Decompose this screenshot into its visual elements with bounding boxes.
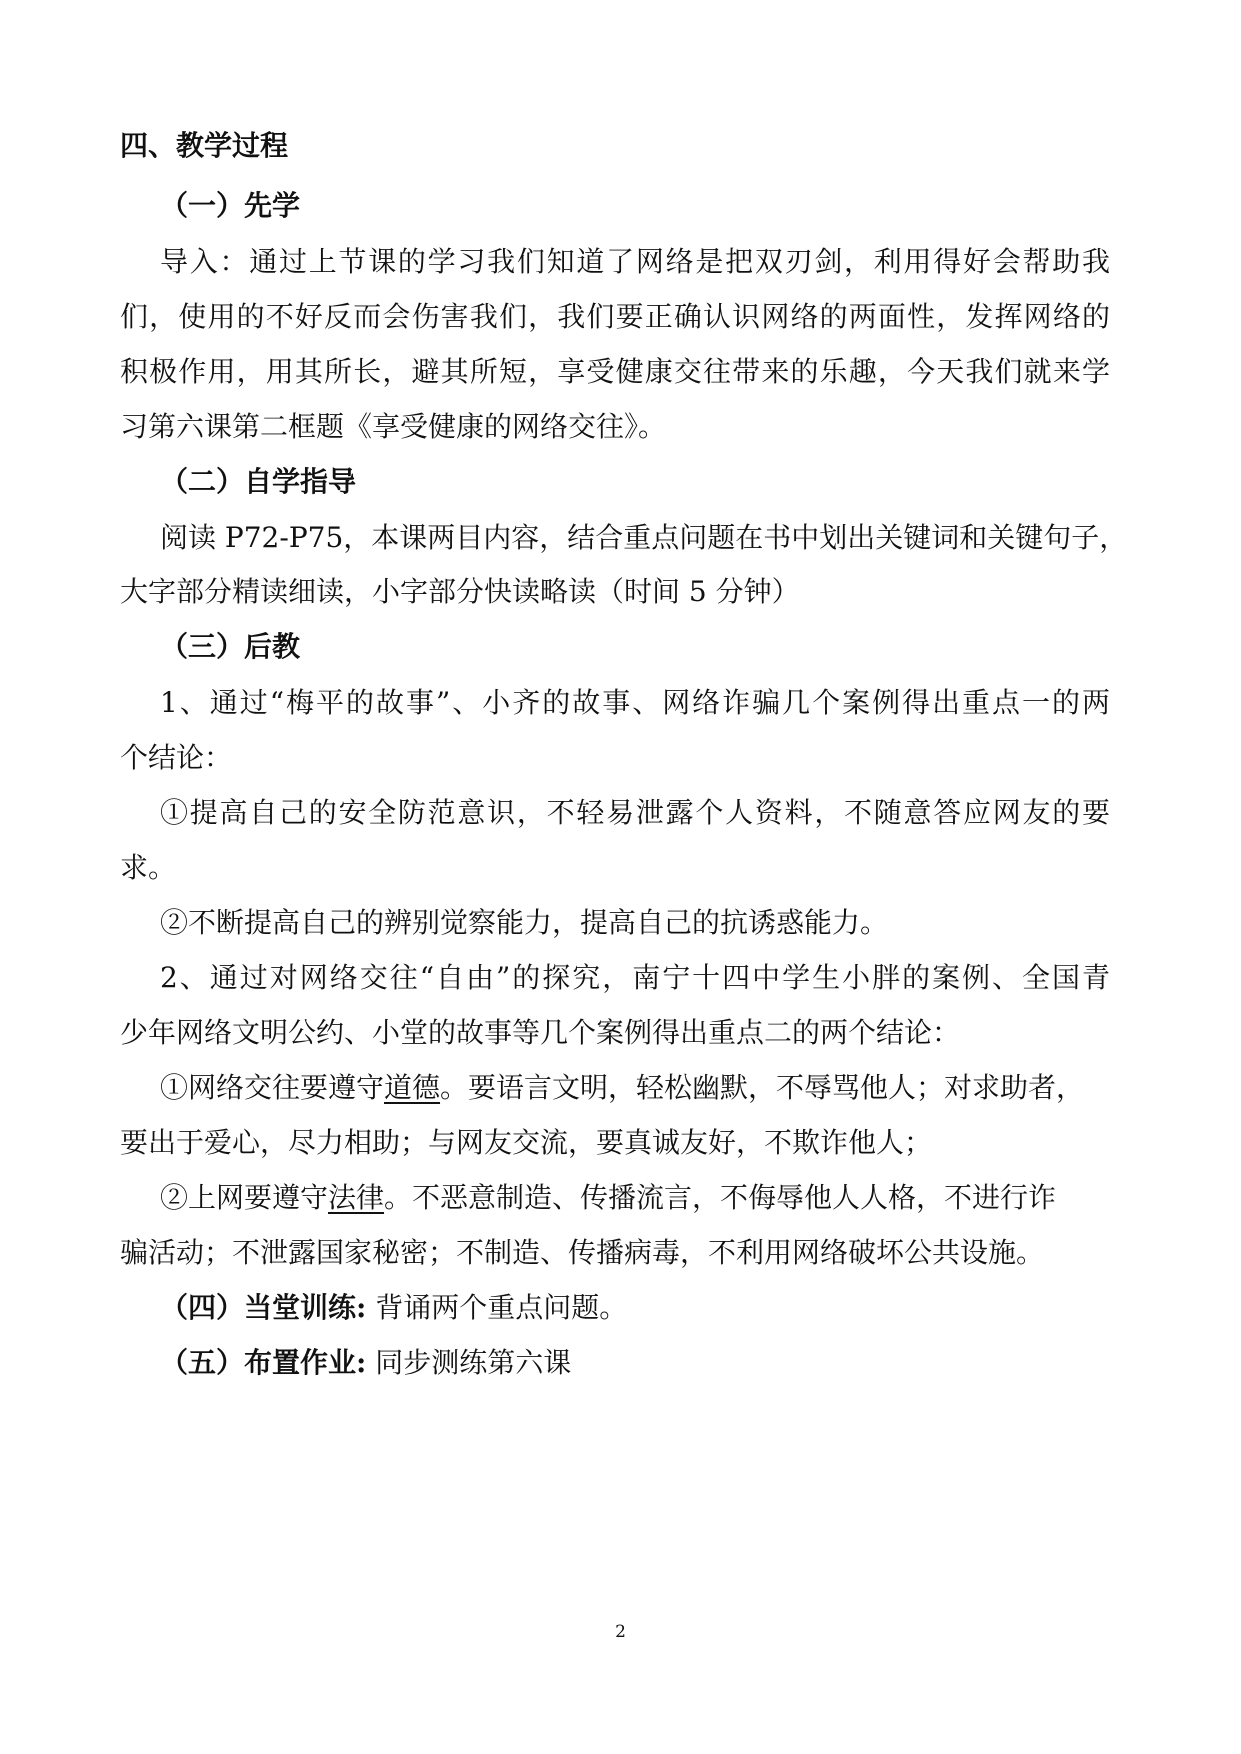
section-4-label: （四）当堂训练: [160, 1291, 367, 1324]
subsection-title-1: （一）先学 [160, 189, 301, 222]
subsection-title-2: （二）自学指导 [160, 465, 357, 498]
point2a-text-end: 。要语言文明，轻松幽默，不辱骂他人；对求助者， [440, 1071, 1085, 1104]
point1-line-2: 个结论： [120, 741, 233, 774]
point1b-line: ②不断提高自己的辨别觉察能力，提高自己的抗诱惑能力。 [160, 906, 889, 939]
guide-line-1: 阅读 P72-P75，本课两目内容，结合重点问题在书中划出关键词和关键句子， [160, 521, 1128, 554]
section-5-line [160, 1343, 1160, 1383]
point2b-line-2: 骗活动；不泄露国家秘密；不制造、传播病毒，不利用网络破坏公共设施。 [120, 1236, 1045, 1269]
intro-line-1: 导入：通过上节课的学习我们知道了网络是把双刃剑，利用得好会帮助我 [160, 245, 1110, 278]
page-number: 2 [615, 1622, 626, 1642]
section-5-text: 同步测练第六课 [366, 1346, 572, 1379]
section-heading: 四、教学过程 [120, 129, 289, 162]
point2-line-2: 少年网络文明公约、小堂的故事等几个案例得出重点二的两个结论： [120, 1016, 961, 1049]
point2b-line-1 [160, 1178, 1110, 1218]
point2a-line-1 [160, 1068, 1110, 1108]
intro-line-4: 习第六课第二框题《享受健康的网络交往》。 [120, 410, 667, 443]
point2b-text-end: 。不恶意制造、传播流言，不侮辱他人人格，不进行诈 [384, 1181, 1057, 1214]
section-5-label: （五）布置作业: [160, 1346, 367, 1379]
intro-line-3: 积极作用，用其所长，避其所短，享受健康交往带来的乐趣，今天我们就来学 [120, 355, 1110, 388]
guide-line-2: 大字部分精读细读，小字部分快读略读（时间 5 分钟） [120, 575, 800, 608]
point2a-text-start: ①网络交往要遵守 [160, 1071, 385, 1104]
point1a-line-2: 求。 [120, 851, 177, 884]
underlined-term-morality: 道德 [384, 1071, 441, 1104]
point2a-line-2: 要出于爱心，尽力相助；与网友交流，要真诚友好，不欺诈他人； [120, 1126, 933, 1159]
section-4-text: 背诵两个重点问题。 [366, 1291, 628, 1324]
section-4-line [160, 1288, 1160, 1328]
point2-line-1: 2、通过对网络交往“自由”的探究，南宁十四中学生小胖的案例、全国青 [160, 961, 1110, 994]
underlined-term-law: 法律 [328, 1181, 385, 1214]
point1a-line-1: ①提高自己的安全防范意识，不轻易泄露个人资料，不随意答应网友的要 [160, 796, 1110, 829]
intro-line-2: 们，使用的不好反而会伤害我们，我们要正确认识网络的两面性，发挥网络的 [120, 300, 1110, 333]
point2b-text-start: ②上网要遵守 [160, 1181, 329, 1214]
point1-line-1: 1、通过“梅平的故事”、小齐的故事、网络诈骗几个案例得出重点一的两 [160, 686, 1110, 719]
subsection-title-3: （三）后教 [160, 630, 301, 663]
